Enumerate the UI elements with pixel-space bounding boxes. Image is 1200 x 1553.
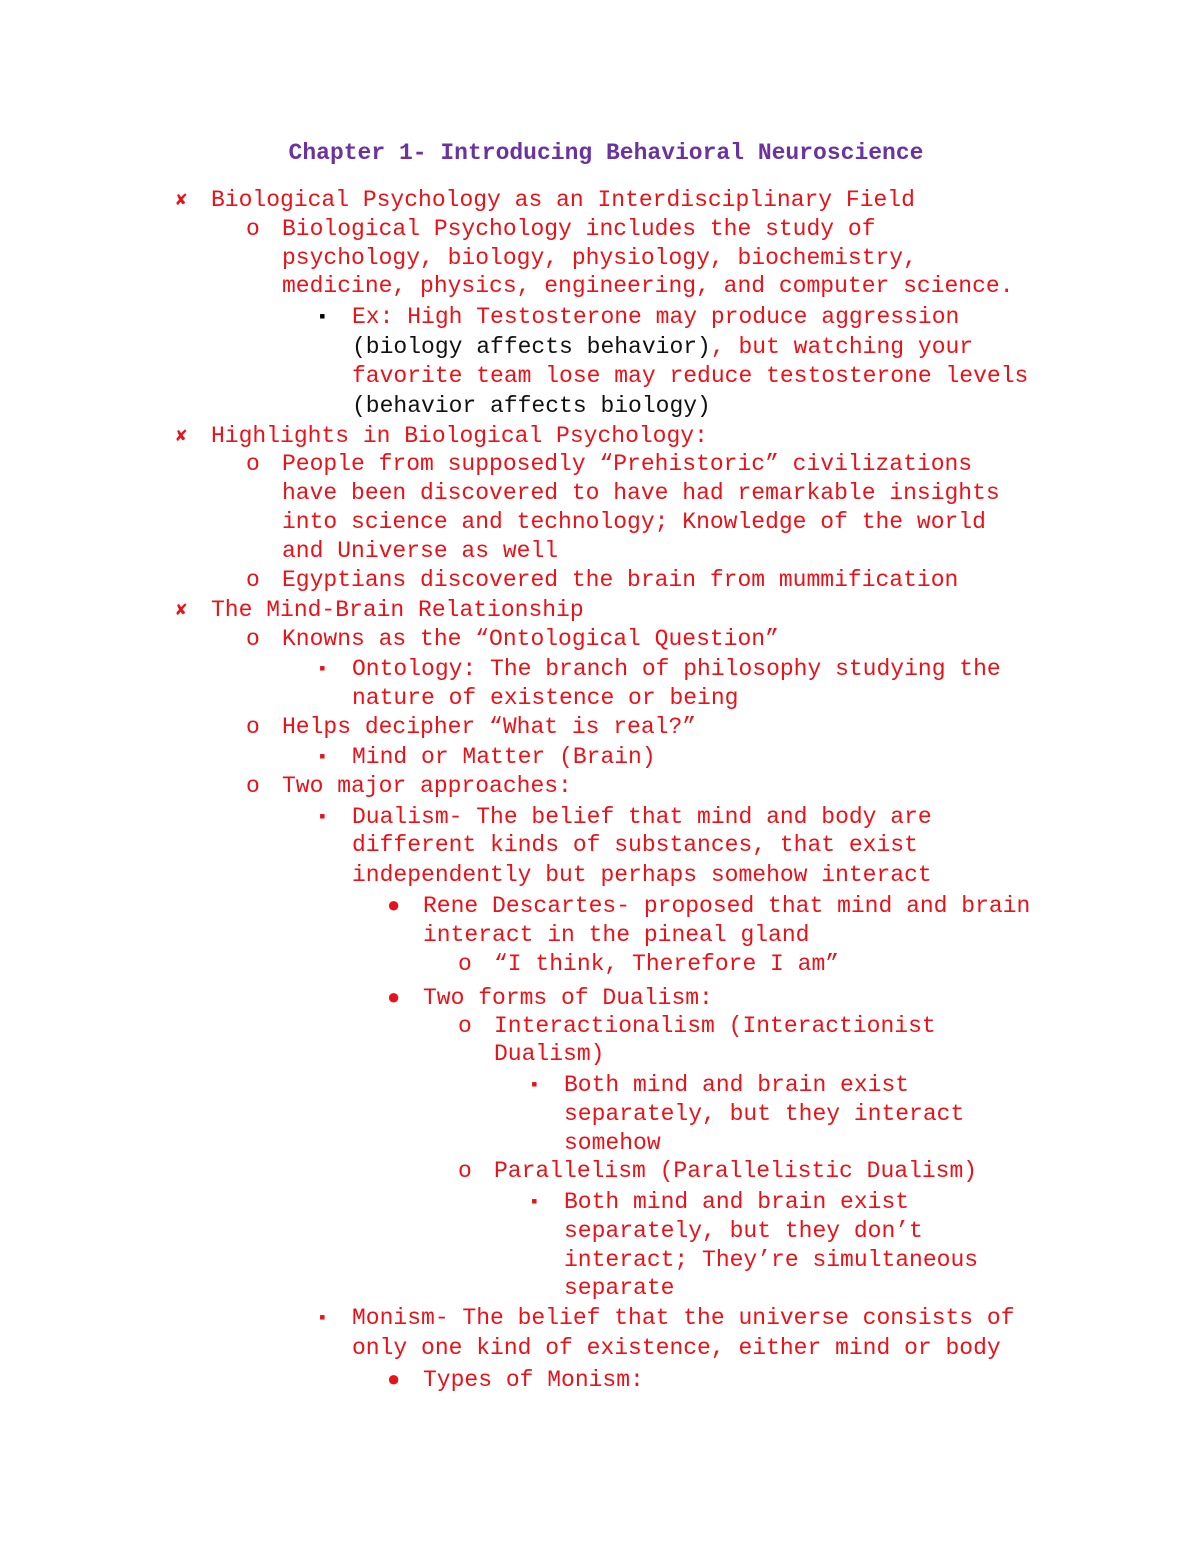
outline-text: (behavior affects biology) [352, 393, 711, 419]
outline-text: Ex: High Testosterone may produce aggression [352, 304, 960, 330]
outline-text: separate [564, 1275, 675, 1301]
section-heading: Biological Psychology as an Interdisciplinary Field [211, 187, 915, 213]
dot-bullet-icon: ● [387, 894, 401, 919]
dot-bullet-icon: ● [387, 1368, 401, 1393]
circle-bullet-icon: o [246, 714, 260, 740]
outline-text: separately, but they don’t [564, 1218, 923, 1244]
x-mark-bullet-icon: ✘ [176, 601, 187, 621]
square-bullet-icon: ▪ [529, 1076, 540, 1096]
section-heading: The Mind-Brain Relationship [211, 597, 584, 623]
outline-text: have been discovered to have had remarkable insights [282, 480, 1000, 506]
outline-text: different kinds of substances, that exist [352, 832, 918, 858]
outline-text: Rene Descartes- proposed that mind and brain [423, 893, 1031, 919]
outline-text: “I think, Therefore I am” [494, 951, 840, 977]
outline-text: nature of existence or being [352, 685, 739, 711]
section-heading: Highlights in Biological Psychology: [211, 423, 708, 449]
outline-text-red: , but watching your [710, 334, 974, 360]
outline-text: Interactionalism (Interactionist [494, 1013, 936, 1039]
circle-bullet-icon: o [458, 1158, 472, 1184]
outline-text: Egyptians discovered the brain from mummification [282, 567, 959, 593]
outline-text [352, 333, 973, 362]
outline-text: favorite team lose may reduce testosterone levels [352, 363, 1029, 389]
circle-bullet-icon: o [246, 773, 260, 799]
square-bullet-icon: ▪ [317, 808, 328, 828]
outline-text: Mind or Matter (Brain) [352, 744, 656, 770]
outline-text-black: (biology affects behavior) [352, 334, 711, 360]
circle-bullet-icon: o [246, 216, 260, 242]
outline-text: Dualism- The belief that mind and body are [352, 804, 932, 830]
outline-text: Ontology: The branch of philosophy studying the [352, 656, 1001, 682]
outline-text: People from supposedly “Prehistoric” civilizations [282, 451, 973, 477]
outline-text: Biological Psychology includes the study of [282, 216, 876, 242]
outline-text: Dualism) [494, 1041, 605, 1067]
outline-text: Both mind and brain exist [564, 1189, 910, 1215]
outline-text: Two major approaches: [282, 773, 572, 799]
outline-text: independently but perhaps somehow interact [352, 862, 932, 888]
square-bullet-icon: ▪ [529, 1193, 540, 1213]
outline-text: interact; They’re simultaneous [564, 1247, 979, 1273]
outline-text: interact in the pineal gland [423, 922, 810, 948]
circle-bullet-icon: o [246, 567, 260, 593]
circle-bullet-icon: o [246, 626, 260, 652]
outline-text: and Universe as well [282, 538, 559, 564]
outline-text: medicine, physics, engineering, and computer science. [282, 273, 1014, 299]
outline-text: Types of Monism: [423, 1367, 644, 1393]
square-bullet-icon: ▪ [317, 660, 328, 680]
circle-bullet-icon: o [458, 951, 472, 977]
outline-text: Knowns as the “Ontological Question” [282, 626, 779, 652]
outline-text: psychology, biology, physiology, biochemistry, [282, 245, 917, 271]
outline-text: Two forms of Dualism: [423, 985, 713, 1011]
outline-text: somehow [564, 1130, 661, 1156]
x-mark-bullet-icon: ✘ [176, 427, 187, 447]
outline-text: separately, but they interact [564, 1101, 965, 1127]
dot-bullet-icon: ● [387, 986, 401, 1011]
square-bullet-icon: ▪ [317, 1309, 328, 1329]
outline-text: Both mind and brain exist [564, 1072, 910, 1098]
circle-bullet-icon: o [458, 1013, 472, 1039]
outline-text: Monism- The belief that the universe consists of [352, 1305, 1015, 1331]
square-bullet-icon: ▪ [317, 748, 328, 768]
outline-text: only one kind of existence, either mind or body [352, 1335, 1001, 1361]
page-title: Chapter 1- Introducing Behavioral Neuroscience [288, 140, 924, 166]
circle-bullet-icon: o [246, 451, 260, 477]
square-bullet-icon: ▪ [317, 308, 328, 328]
outline-text: Parallelism (Parallelistic Dualism) [494, 1158, 978, 1184]
outline-text: into science and technology; Knowledge of the world [282, 509, 986, 535]
x-mark-bullet-icon: ✘ [176, 191, 187, 211]
outline-text: Helps decipher “What is real?” [282, 714, 697, 740]
